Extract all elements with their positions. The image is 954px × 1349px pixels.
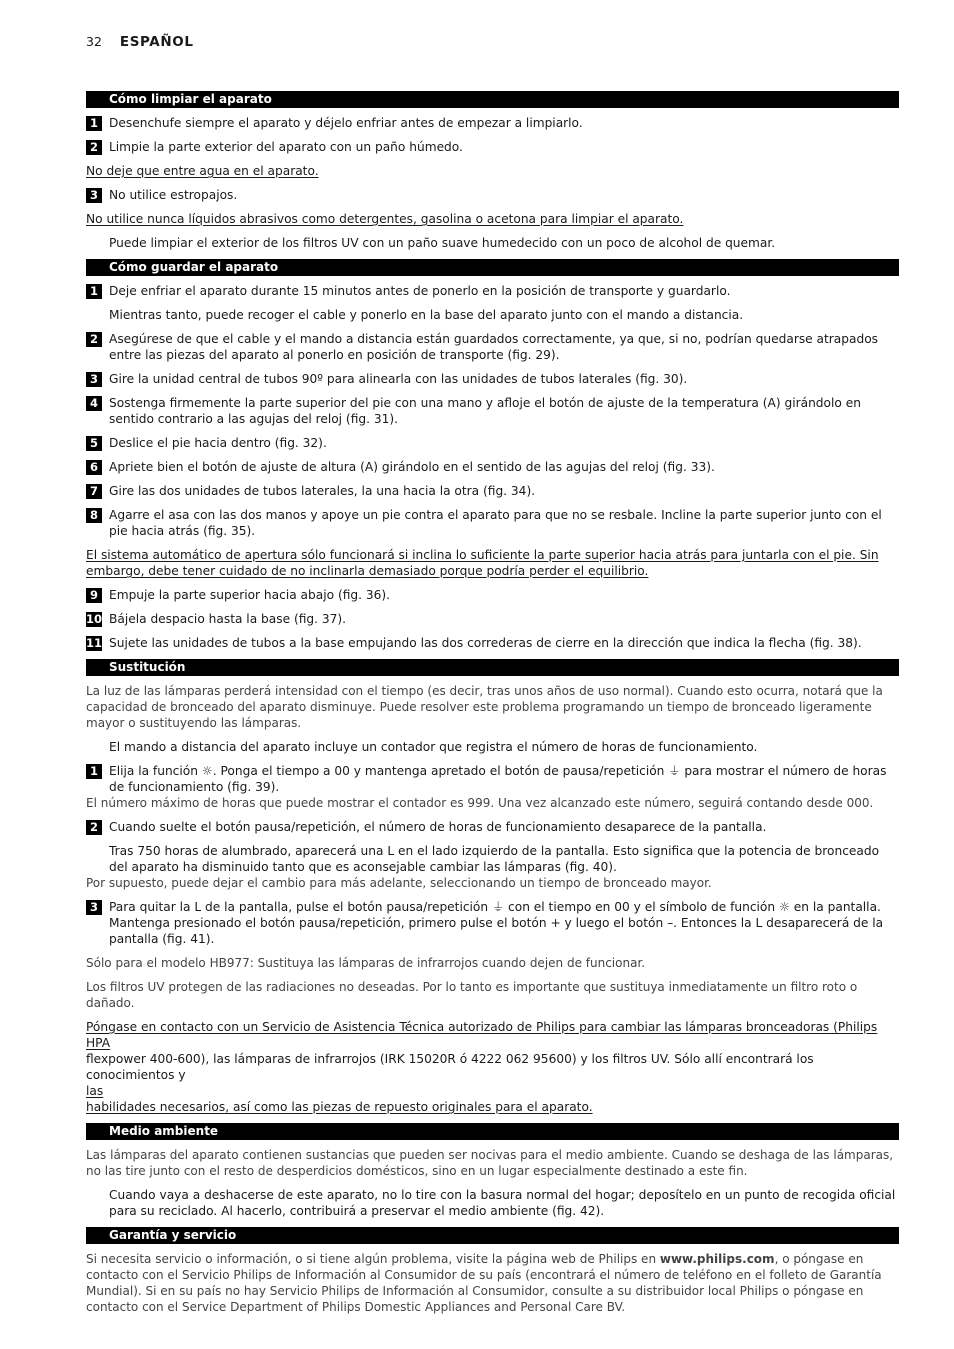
paragraph: Cuando vaya a deshacerse de este aparato, no lo tire con la basura normal del hogar; deposítelo en un punto de recogida oficial para su reciclado. Al hacerlo, contribuirá a preservar el medio ambiente (fig. 42).: [109, 1188, 896, 1218]
step-number: 11: [86, 636, 102, 650]
website-link[interactable]: www.philips.com: [659, 1252, 775, 1266]
warning-text: El sistema automático de apertura sólo funcionará si inclina lo suficiente la parte superior hacia atrás para juntarla con el pie. Sin embargo, debe tener cuidado de no inclinarla demasiado porque podría perder el equilibrio.: [86, 548, 879, 578]
language-label: ESPAÑOL: [119, 34, 194, 50]
paragraph: [86, 1251, 899, 1315]
step-number: 2: [86, 820, 102, 835]
note-text: Por supuesto, puede dejar el cambio para más adelante, seleccionando un tiempo de bronceado mayor.: [86, 876, 712, 890]
step-number: 1: [86, 116, 102, 131]
step: [86, 331, 899, 363]
document-body: [86, 91, 899, 1323]
step-number: 2: [86, 140, 102, 155]
section-heading-storage: Cómo guardar el aparato: [86, 259, 899, 276]
step: [86, 483, 899, 499]
step-number: 4: [86, 396, 102, 411]
warning-block: [86, 1019, 899, 1115]
paragraph-text: Si necesita servicio o información, o si tiene algún problema, visite la página web de Philips en: [86, 1252, 660, 1266]
note-text: Los filtros UV protegen de las radiaciones no deseadas. Por lo tanto es importante que sustituya inmediatamente un filtro roto o dañado.: [86, 980, 858, 1010]
warning-text: No deje que entre agua en el aparato.: [86, 164, 319, 178]
step: [86, 899, 899, 947]
step-text: Deslice el pie hacia dentro (fig. 32).: [109, 436, 327, 450]
section-heading-cleaning: Cómo limpiar el aparato: [86, 91, 899, 108]
note-text: Sólo para el modelo HB977: Sustituya las lámparas de infrarrojos cuando dejen de funcionar.: [86, 956, 646, 970]
page-number: 32: [86, 34, 102, 49]
tip-text: Puede limpiar el exterior de los filtros UV con un paño suave humedecido con un poco de alcohol de quemar.: [109, 236, 776, 250]
step: [86, 611, 899, 627]
warning-text: No utilice nunca líquidos abrasivos como detergentes, gasolina o acetona para limpiar el aparato.: [86, 212, 684, 226]
section-heading-replacement: Sustitución: [86, 659, 899, 676]
step: [86, 371, 899, 387]
step: [86, 187, 899, 203]
step-text: Sostenga firmemente la parte superior del pie con una mano y afloje el botón de ajuste de la temperatura (A) girándolo en sentido contrario a las agujas del reloj (fig. 31).: [109, 396, 861, 426]
step-text: Limpie la parte exterior del aparato con un paño húmedo.: [109, 140, 463, 154]
warning-text: flexpower 400-600), las lámparas de infrarrojos (IRK 15020R ó 4222 062 95600) y los filtros UV. Sólo allí encontrará los conocimientos y: [86, 1052, 814, 1082]
step: [86, 395, 899, 427]
section-heading-guarantee: Garantía y servicio: [86, 1227, 899, 1244]
step: [86, 635, 899, 651]
step: [86, 763, 899, 795]
step-text: Desenchufe siempre el aparato y déjelo enfriar antes de empezar a limpiarlo.: [109, 116, 583, 130]
step-text: Cuando suelte el botón pausa/repetición, el número de horas de funcionamiento desaparece de la pantalla.: [109, 820, 767, 834]
step-subtext: Mientras tanto, puede recoger el cable y ponerlo en la base del aparato junto con el mando a distancia.: [109, 308, 744, 322]
step-text: Para quitar la L de la pantalla, pulse el botón pausa/repetición ⏚ con el tiempo en 00 y el símbolo de función ☼ en la pantalla. Mantenga presionado el botón pausa/repetición, primero pulse el botón + y luego el botón –. Entonces la L desaparecerá de la pantalla (fig. 41).: [109, 900, 884, 946]
step-text: No utilice estropajos.: [109, 188, 238, 202]
step-number: 9: [86, 588, 102, 603]
warning-text: Póngase en contacto con un Servicio de Asistencia Técnica autorizado de Philips para cambiar las lámparas bronceadoras (Philips HPA: [86, 1020, 878, 1050]
step-number: 8: [86, 508, 102, 523]
step-text: Sujete las unidades de tubos a la base empujando las dos correderas de cierre en la dirección que indica la flecha (fig. 38).: [109, 636, 862, 650]
paragraph: Las lámparas del aparato contienen sustancias que pueden ser nocivas para el medio ambiente. Cuando se deshaga de las lámparas, no las tire junto con el resto de desperdicios domésticos, sino en un lugar especialmente destinado a este fin.: [86, 1148, 894, 1178]
step-number: 3: [86, 372, 102, 387]
step-text: Gire las dos unidades de tubos laterales, la una hacia la otra (fig. 34).: [109, 484, 536, 498]
step-text: Elija la función ☼. Ponga el tiempo a 00 y mantenga apretado el botón de pausa/repetición ⏚ para mostrar el número de horas de funcionamiento (fig. 39).: [109, 764, 887, 794]
step: [86, 819, 899, 835]
step: [86, 283, 899, 299]
step-number: 6: [86, 460, 102, 475]
step-number: 3: [86, 900, 102, 915]
step: [86, 435, 899, 451]
step: [86, 587, 899, 603]
step: [86, 139, 899, 155]
warning-text: habilidades necesarios, así como las piezas de repuesto originales para el aparato.: [86, 1100, 593, 1114]
note-text: El número máximo de horas que puede mostrar el contador es 999. Una vez alcanzado este número, seguirá contando desde 000.: [86, 796, 874, 810]
step: [86, 115, 899, 131]
step-subtext: Tras 750 horas de alumbrado, aparecerá una L en el lado izquierdo de la pantalla. Esto significa que la potencia de bronceado del aparato ha disminuido tanto que es aconsejable cambiar las lámparas (fig. 40).: [109, 844, 880, 874]
step-number: 1: [86, 764, 102, 779]
step-number: 1: [86, 284, 102, 299]
paragraph: El mando a distancia del aparato incluye un contador que registra el número de horas de funcionamiento.: [109, 740, 758, 754]
step-number: 2: [86, 332, 102, 347]
step-number: 7: [86, 484, 102, 499]
paragraph-text: , o póngase en contacto con el Servicio Philips de Información al Consumidor de su país (encontrará el número de teléfono en el folleto de Garantía Mundial). Si en su país no hay Servicio Philips de Información al Consumidor, consulte a su distribuidor local Philips o póngase en contacto con el Service Department of Philips Domestic Appliances and Personal Care BV.: [86, 1252, 882, 1314]
step-text: Gire la unidad central de tubos 90º para alinearla con las unidades de tubos laterales (fig. 30).: [109, 372, 688, 386]
step: [86, 459, 899, 475]
paragraph: La luz de las lámparas perderá intensidad con el tiempo (es decir, tras unos años de uso normal). Cuando esto ocurra, notará que la capacidad de bronceado del aparato disminuye. Puede resolver este problema programando un tiempo de bronceado ligeramente mayor o sustituyendo las lámparas.: [86, 684, 883, 730]
step-text: Asegúrese de que el cable y el mando a distancia están guardados correctamente, ya que, si no, podrían quedarse atrapados entre las piezas del aparato al ponerlo en posición de transporte (fig. 29).: [109, 332, 879, 362]
section-heading-environment: Medio ambiente: [86, 1123, 899, 1140]
step: [86, 507, 899, 539]
step-number: 3: [86, 188, 102, 203]
step-text: Agarre el asa con las dos manos y apoye un pie contra el aparato para que no se resbale. Incline la parte superior junto con el pie hacia atrás (fig. 35).: [109, 508, 882, 538]
step-number: 10: [86, 612, 102, 626]
warning-text: las: [86, 1084, 104, 1098]
step-text: Bájela despacio hasta la base (fig. 37).: [109, 612, 347, 626]
page-header: [86, 34, 194, 50]
step-text: Empuje la parte superior hacia abajo (fig. 36).: [109, 588, 390, 602]
step-number: 5: [86, 436, 102, 451]
step-text: Deje enfriar el aparato durante 15 minutos antes de ponerlo en la posición de transporte y guardarlo.: [109, 284, 731, 298]
step-text: Apriete bien el botón de ajuste de altura (A) girándolo en el sentido de las agujas del reloj (fig. 33).: [109, 460, 715, 474]
